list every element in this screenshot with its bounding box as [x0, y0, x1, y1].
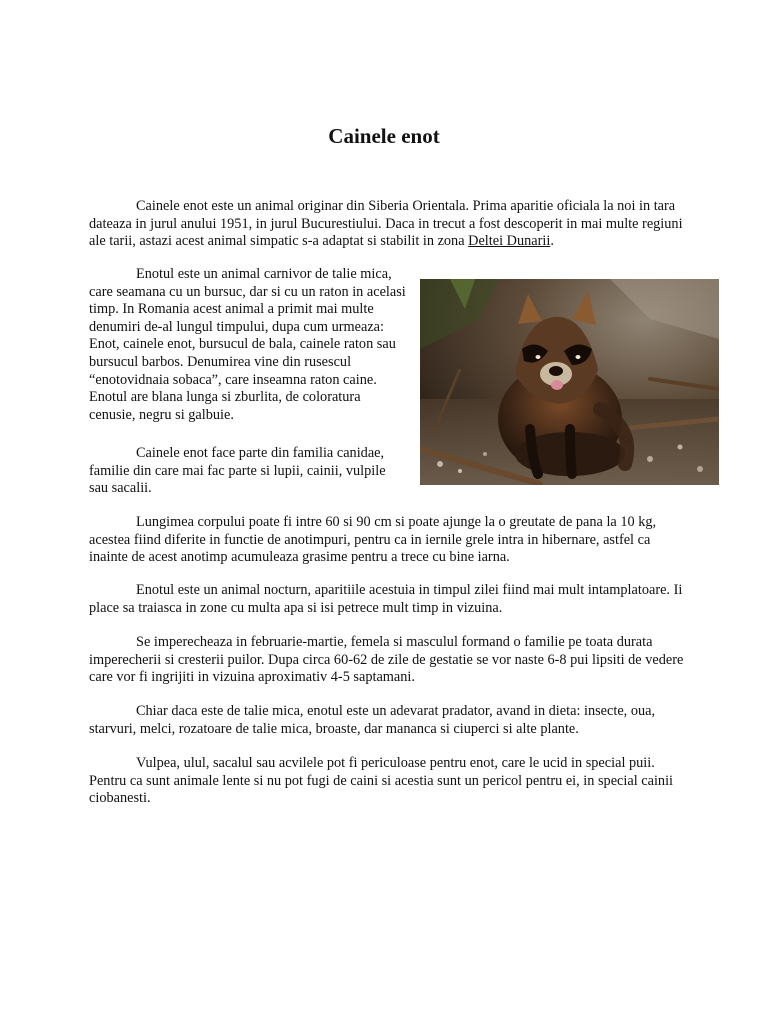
paragraph-origin-end: . — [550, 233, 554, 250]
raccoon-dog-photo — [420, 279, 719, 485]
paragraph-family: Cainele enot face parte din familia canidae, familie din care mai fac parte si lupii, cainii, vulpile sau sacalii. — [89, 445, 386, 497]
document-title: Cainele enot — [328, 124, 440, 148]
paragraph-origin — [89, 198, 684, 251]
paragraph-diet: Chiar daca este de talie mica, enotul este un adevarat pradator, avand in dieta: insecte, oua, starvuri, melci, rozatoare de talie mica, broaste, dar mananca si ciuperci si alte plante. — [89, 703, 656, 737]
paragraph-reproduction: Se imperecheaza in februarie-martie, femela si masculul formand o familie pe toata durata imperecherii si cresterii puilor. Dupa circa 60-62 de zile de gestatie se vor naste 6-8 pui lipsiti de vedere care vor fi ingrijiti in vizuina aproximativ 4-5 saptamani. — [89, 634, 684, 686]
paragraph-description: Enotul este un animal carnivor de talie mica, care seamana cu un bursuc, dar si cu un raton in acelasi timp. In Romania acest animal a primit mai multe denumiri de-al lungul timpului, dupa cum urmeaza: Enot, cainele enot, bursucul de bala, cainele raton sau bursucul barbos. Denumirea vine din rusescul “enotovidnaia sobaca”, care inseamna raton caine. Enotul are blana lunga si zburlita, de coloratura cenusie, negru si galbuie. — [89, 266, 406, 423]
paragraph-predators: Vulpea, ulul, sacalul sau acvilele pot fi periculoase pentru enot, care le ucid in special puii. Pentru ca sunt animale lente si nu pot fugi de caini si acestia sunt un pericol pentru ei, in special cainii ciobanesti. — [89, 755, 674, 807]
paragraph-size: Lungimea corpului poate fi intre 60 si 90 cm si poate ajunge la o greutate de pana la 10 kg, acestea fiind diferite in functie de anotimpuri, pentru ca in iernile grele intra in hibernare, astfel ca inainte de acest anotimp acumuleaza grasime pentru a trece cu bine iarna. — [89, 514, 657, 566]
paragraph-origin-text: Cainele enot este un animal originar din Siberia Orientala. Prima aparitie oficiala la noi in tara dateaza in jurul anului 1951, in jurul Bucurestiului. Daca in trecut a fost descoperit in mai multe regiuni ale tarii, astazi acest animal simpatic s-a adaptat si stabilit in zona — [89, 198, 683, 250]
paragraph-nocturnal: Enotul este un animal nocturn, aparitiile acestuia in timpul zilei fiind mai mult intamplatoare. Ii place sa traiasca in zone cu multa apa si isi petrece mult timp in vizuina. — [89, 582, 683, 616]
delta-dunarii-link[interactable]: Deltei Dunarii — [468, 233, 551, 250]
